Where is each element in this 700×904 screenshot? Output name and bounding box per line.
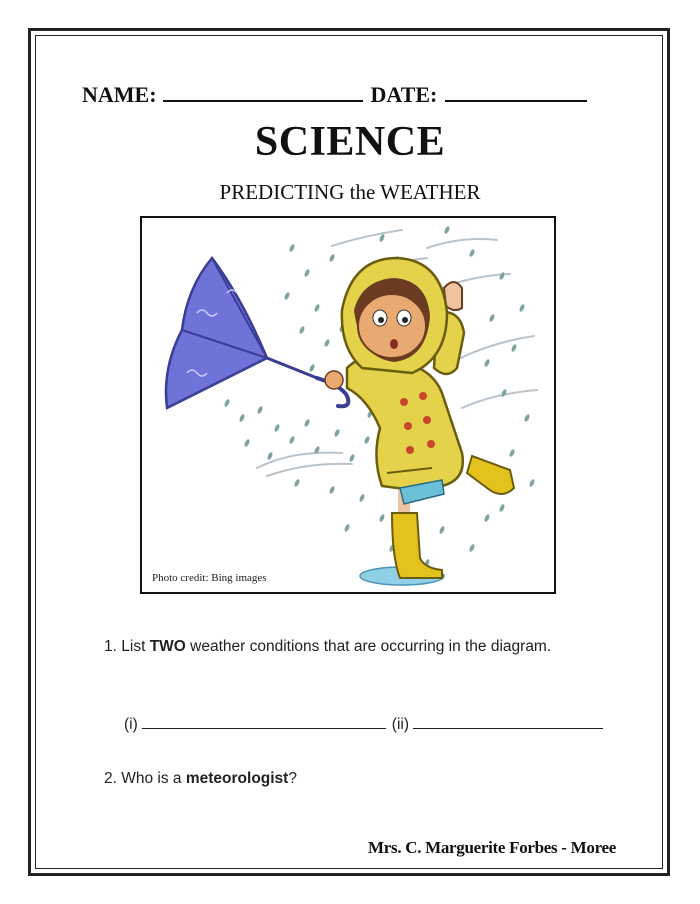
question-1-number: 1. [104, 638, 117, 655]
answer-i-label: (i) [124, 716, 138, 733]
photo-credit: Photo credit: Bing images [152, 572, 267, 584]
answer-i-line[interactable] [142, 714, 386, 729]
weather-illustration [140, 216, 556, 594]
name-field-line[interactable] [163, 82, 363, 102]
page-subtitle: PREDICTING the WEATHER [219, 180, 481, 204]
question-2-text-start: Who is a [121, 770, 186, 787]
answer-ii-line[interactable] [413, 714, 603, 729]
question-2-text-end: ? [288, 770, 297, 787]
answer-lines [124, 714, 624, 734]
question-2 [104, 770, 297, 788]
question-1-text-end: weather conditions that are occurring in the diagram. [185, 638, 552, 655]
name-label: NAME: [82, 82, 157, 107]
author-name: Mrs. C. Marguerite Forbes - Moree [368, 838, 616, 857]
date-field-line[interactable] [445, 82, 587, 102]
header-row [82, 82, 622, 108]
answer-ii-label: (ii) [391, 716, 409, 733]
question-1-emphasis: TWO [149, 638, 186, 655]
page-title: SCIENCE [254, 119, 446, 165]
girl-figure [325, 258, 514, 578]
question-1-text-start: List [121, 638, 150, 655]
question-1 [104, 638, 551, 656]
date-label: DATE: [370, 82, 438, 107]
umbrella [166, 258, 348, 408]
question-2-number: 2. [104, 770, 117, 787]
question-2-emphasis: meteorologist [185, 770, 289, 787]
girl-in-storm-drawing [142, 218, 556, 594]
